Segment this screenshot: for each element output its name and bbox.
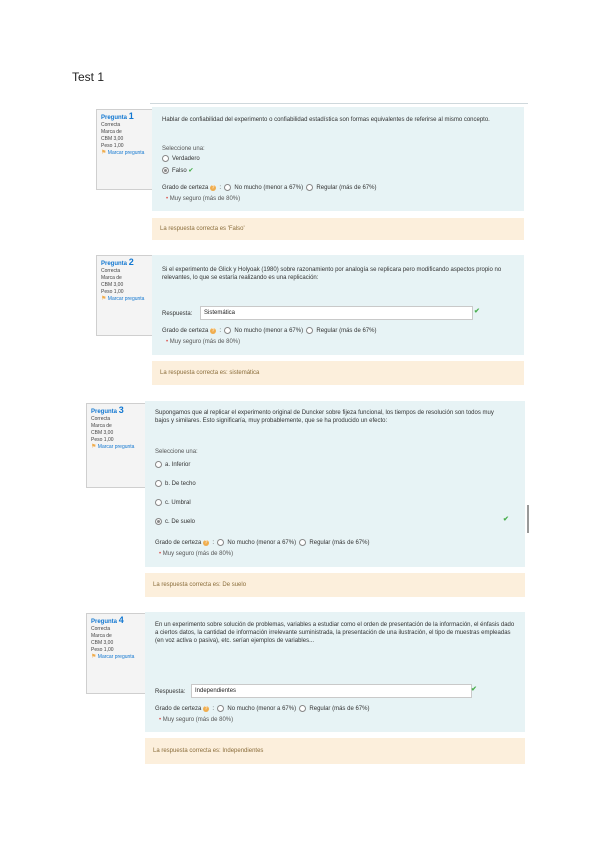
score-label: Marca de: [101, 129, 122, 135]
flag-question-1[interactable]: ⚑ Marcar pregunta: [101, 150, 145, 156]
select-prompt-3: Seleccione una:: [155, 449, 198, 455]
check-icon: ✔: [471, 686, 477, 693]
question-body-1: [152, 107, 524, 211]
question-text-2: Si el experimento de Glick y Holyoak (1980) sobre razonamiento por analogía se replicara pero modificando aspectos propio no relevantes, lo que se estaría realizando es una replicación:: [162, 267, 502, 281]
certainty-row-3: Grado de certeza ? : No mucho (menor a 67%) Regular (más de 67%): [155, 539, 370, 547]
feedback-2: La respuesta correcta es: sistemática: [152, 361, 524, 385]
flag-question-2[interactable]: ⚑ Marcar pregunta: [101, 296, 145, 302]
flag-icon: ⚑: [101, 296, 107, 302]
scrollbar[interactable]: [527, 505, 529, 533]
help-icon[interactable]: ?: [204, 705, 208, 712]
score-weight: Peso 1,00: [101, 289, 124, 295]
option-b[interactable]: b. De techo: [155, 480, 196, 488]
certainty-selected-4: • Muy seguro (más de 80%): [159, 717, 234, 723]
certainty-option-low[interactable]: No mucho (menor a 67%): [217, 540, 296, 546]
certainty-option-mid[interactable]: Regular (más de 67%): [299, 540, 369, 546]
score-cbm: CBM 3,00: [101, 282, 124, 288]
radio-icon: [155, 499, 162, 506]
feedback-3: La respuesta correcta es: De suelo: [145, 573, 525, 597]
score-cbm: CBM 3,00: [91, 430, 114, 436]
page-title: Test 1: [72, 70, 105, 84]
certainty-option-mid[interactable]: Regular (más de 67%): [306, 185, 376, 191]
flag-icon: ⚑: [91, 444, 97, 450]
question-info-3: [86, 403, 148, 488]
help-icon[interactable]: ?: [211, 184, 215, 191]
score-weight: Peso 1,00: [91, 437, 114, 443]
score-weight: Peso 1,00: [91, 647, 114, 653]
option-verdadero[interactable]: Verdadero: [162, 155, 200, 163]
question-info-4: [86, 613, 148, 694]
certainty-row-1: Grado de certeza ? : No mucho (menor a 67%) Regular (más de 67%): [162, 184, 377, 192]
score-label: Marca de: [101, 275, 122, 281]
question-info-1: [96, 109, 158, 190]
help-icon[interactable]: ?: [211, 327, 215, 334]
certainty-selected-3: • Muy seguro (más de 80%): [159, 551, 234, 557]
answer-input-4[interactable]: Independientes: [191, 684, 472, 698]
radio-icon: [162, 155, 169, 162]
flag-question-4[interactable]: ⚑ Marcar pregunta: [91, 654, 135, 660]
radio-icon: [306, 327, 313, 334]
question-number-4: Pregunta 4: [91, 615, 124, 625]
certainty-option-mid[interactable]: Regular (más de 67%): [299, 706, 369, 712]
certainty-option-low[interactable]: No mucho (menor a 67%): [217, 706, 296, 712]
question-body-3: [145, 401, 525, 567]
score-weight: Peso 1,00: [101, 143, 124, 149]
option-a[interactable]: a. Inferior: [155, 461, 190, 469]
certainty-selected-1: • Muy seguro (más de 80%): [166, 196, 241, 202]
feedback-4: La respuesta correcta es: Independientes: [145, 738, 525, 764]
check-icon: ✔: [188, 168, 194, 175]
radio-icon: [224, 184, 231, 191]
flag-icon: ⚑: [101, 150, 107, 156]
certainty-selected-2: • Muy seguro (más de 80%): [166, 339, 241, 345]
question-status-4: Correcta: [91, 626, 111, 632]
flag-icon: ⚑: [91, 654, 97, 660]
option-c[interactable]: c. Umbral: [155, 499, 191, 507]
certainty-option-low[interactable]: No mucho (menor a 67%): [224, 185, 303, 191]
radio-icon: [224, 327, 231, 334]
radio-icon: [299, 705, 306, 712]
question-text-1: Hablar de confiabilidad del experimento o confiabilidad estadística son formas equivalentes de referirse al mismo concepto.: [162, 117, 490, 123]
question-info-2: [96, 255, 158, 336]
bullet-icon: •: [159, 717, 162, 723]
bullet-icon: •: [166, 339, 169, 345]
question-number-3: Pregunta 3: [91, 405, 124, 415]
answer-label-2: Respuesta:: [162, 311, 193, 317]
certainty-option-low[interactable]: No mucho (menor a 67%): [224, 328, 303, 334]
help-icon[interactable]: ?: [204, 539, 208, 546]
question-body-4: [145, 612, 525, 732]
question-status-2: Correcta: [101, 268, 121, 274]
flag-question-3[interactable]: ⚑ Marcar pregunta: [91, 444, 135, 450]
check-icon: ✔: [474, 308, 480, 315]
score-cbm: CBM 3,00: [91, 640, 114, 646]
radio-icon: [217, 539, 224, 546]
question-body-2: [152, 255, 524, 355]
radio-icon: [306, 184, 313, 191]
radio-selected-icon: [162, 167, 169, 174]
question-status-1: Correcta: [101, 122, 121, 128]
option-falso[interactable]: Falso ✔: [162, 167, 193, 175]
score-label: Marca de: [91, 423, 112, 429]
question-number-1: Pregunta 1: [101, 111, 134, 121]
check-icon: ✔: [503, 516, 509, 523]
radio-icon: [155, 461, 162, 468]
question-text-4: En un experimento sobre solución de problemas, variables a estudiar como el orden de presentación de la información, el énfasis dado a ciertos datos, la cantidad de información irrelevante suministrada, la presentación de una ilustración, el tipo de muestras empleadas (en voz activa o pasiva), etc. serían ejemplos de variables...: [155, 622, 515, 644]
certainty-row-2: Grado de certeza ? : No mucho (menor a 67%) Regular (más de 67%): [162, 327, 377, 335]
question-number-2: Pregunta 2: [101, 257, 134, 267]
radio-selected-icon: [155, 518, 162, 525]
header-divider: [150, 103, 528, 104]
answer-label-4: Respuesta:: [155, 689, 186, 695]
answer-input-2[interactable]: Sistemática: [200, 306, 473, 320]
radio-icon: [217, 705, 224, 712]
select-prompt-1: Seleccione una:: [162, 146, 205, 152]
score-cbm: CBM 3,00: [101, 136, 124, 142]
option-d[interactable]: c. De suelo: [155, 518, 195, 526]
radio-icon: [155, 480, 162, 487]
feedback-1: La respuesta correcta es 'Falso': [152, 218, 524, 240]
certainty-row-4: Grado de certeza ? : No mucho (menor a 67%) Regular (más de 67%): [155, 705, 370, 713]
bullet-icon: •: [166, 196, 169, 202]
radio-icon: [299, 539, 306, 546]
score-label: Marca de: [91, 633, 112, 639]
bullet-icon: •: [159, 551, 162, 557]
question-text-3: Supongamos que al replicar el experimento original de Duncker sobre fijeza funcional, los tiempos de resolución son todos muy bajos y similares. Esto significaría, muy probablemente, que se ha producido un efecto:: [155, 410, 494, 424]
certainty-option-mid[interactable]: Regular (más de 67%): [306, 328, 376, 334]
question-status-3: Correcta: [91, 416, 111, 422]
